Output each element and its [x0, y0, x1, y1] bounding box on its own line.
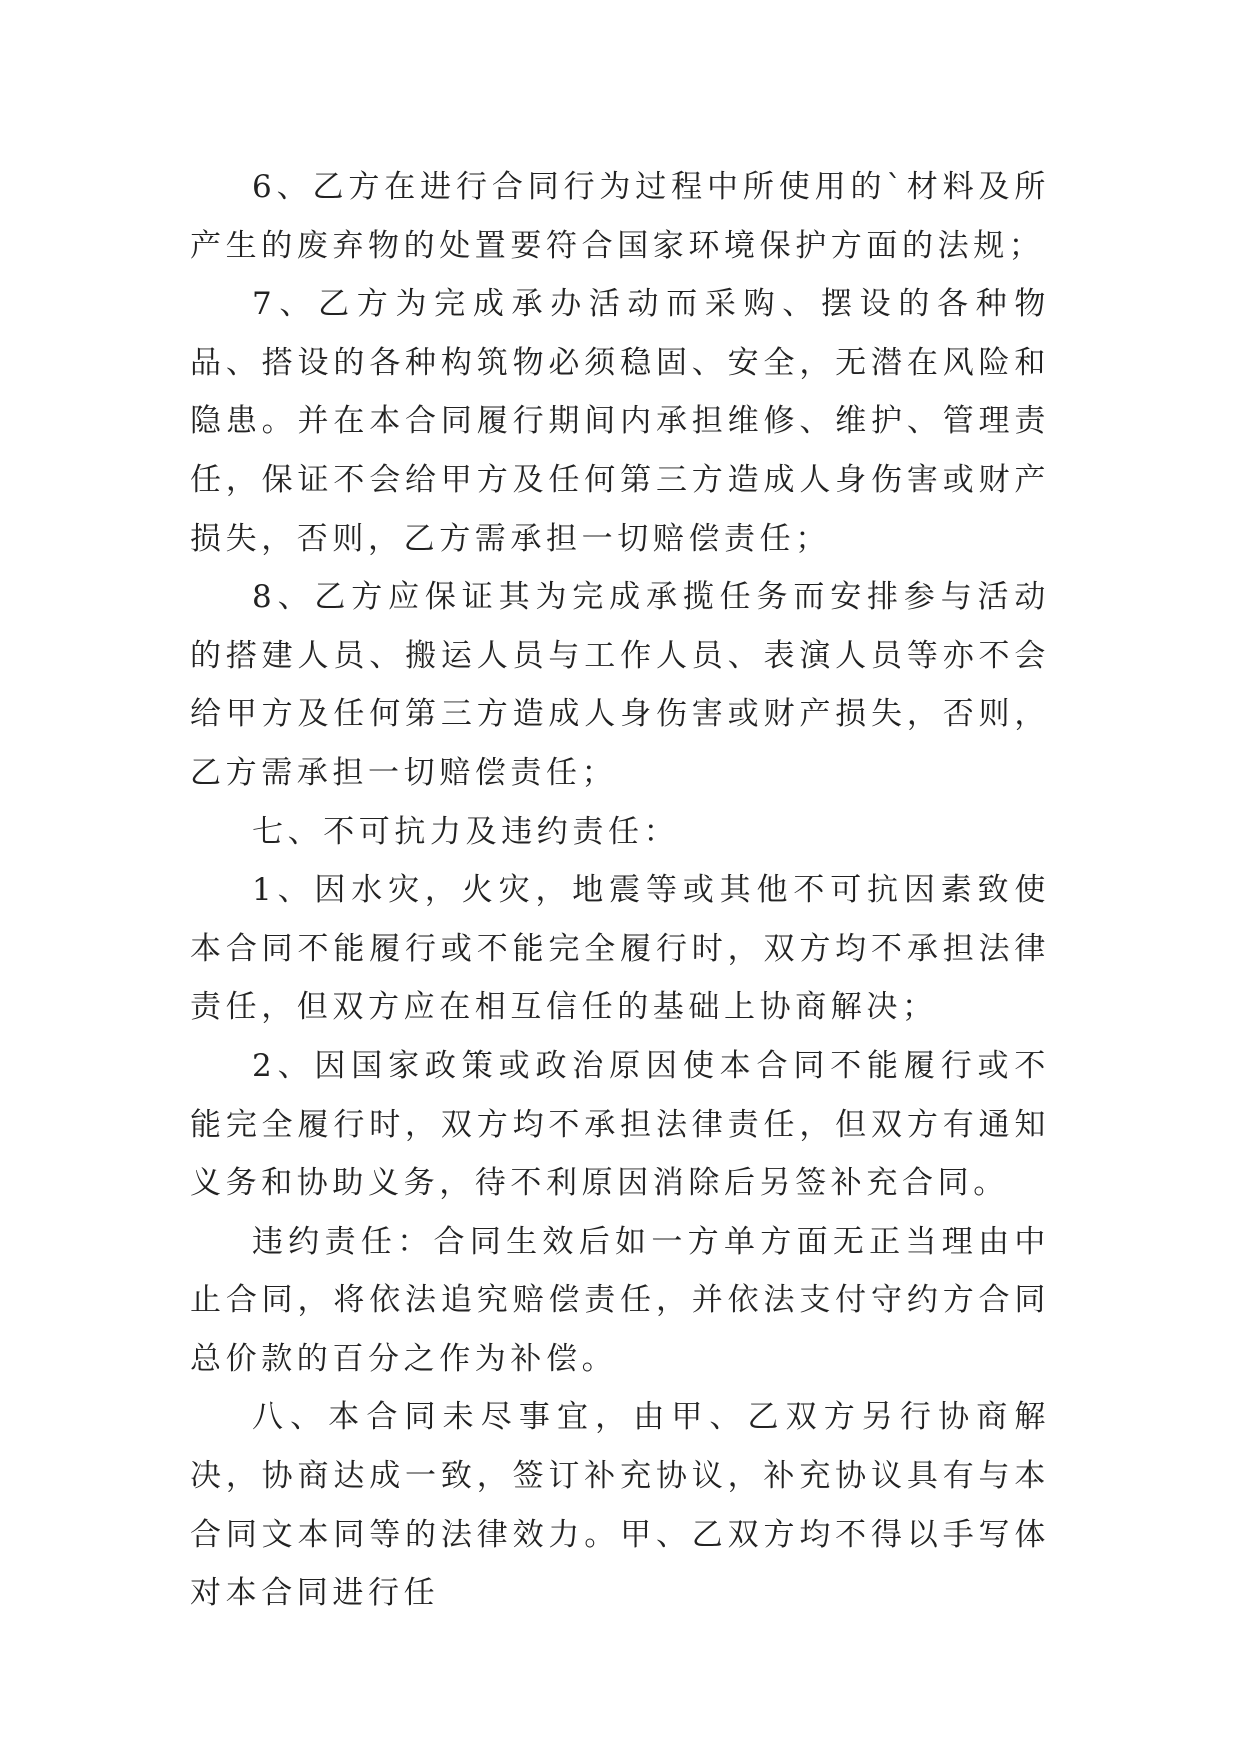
- clause-8-paragraph: 8、乙方应保证其为完成承揽任务而安排参与活动的搭建人员、搬运人员与工作人员、表演人员等亦不会给甲方及任何第三方造成人身伤害或财产损失，否则，乙方需承担一切赔偿责任；: [190, 579, 1050, 791]
- clause-6-paragraph: 6、乙方在进行合同行为过程中所使用的`材料及所产生的废弃物的处置要符合国家环境保护方面的法规；: [190, 169, 1050, 264]
- section-8-paragraph: 八、本合同未尽事宜，由甲、乙双方另行协商解决，协商达成一致，签订补充协议，补充协议具有与本合同文本同等的法律效力。甲、乙双方均不得以手写体对本合同进行任: [190, 1399, 1050, 1612]
- clause-7-paragraph: 7、乙方为完成承办活动而采购、摆设的各种物品、搭设的各种构筑物必须稳固、安全，无潜在风险和隐患。并在本合同履行期间内承担维修、维护、管理责任，保证不会给甲方及任何第三方造成人身伤害或财产损失，否则，乙方需承担一切赔偿责任；: [190, 286, 1050, 557]
- document-body: [190, 158, 1050, 1623]
- section-7-heading: 七、不可抗力及违约责任：: [252, 813, 680, 850]
- breach-liability-paragraph: 违约责任：合同生效后如一方单方面无正当理由中止合同，将依法追究赔偿责任，并依法支付守约方合同总价款的百分之作为补偿。: [190, 1223, 1050, 1377]
- force-majeure-clause-2: 2、因国家政策或政治原因使本合同不能履行或不能完全履行时，双方均不承担法律责任，但双方有通知义务和协助义务，待不利原因消除后另签补充合同。: [190, 1047, 1050, 1202]
- force-majeure-clause-1: 1、因水灾，火灾，地震等或其他不可抗因素致使本合同不能履行或不能完全履行时，双方均不承担法律责任，但双方应在相互信任的基础上协商解决；: [190, 872, 1050, 1026]
